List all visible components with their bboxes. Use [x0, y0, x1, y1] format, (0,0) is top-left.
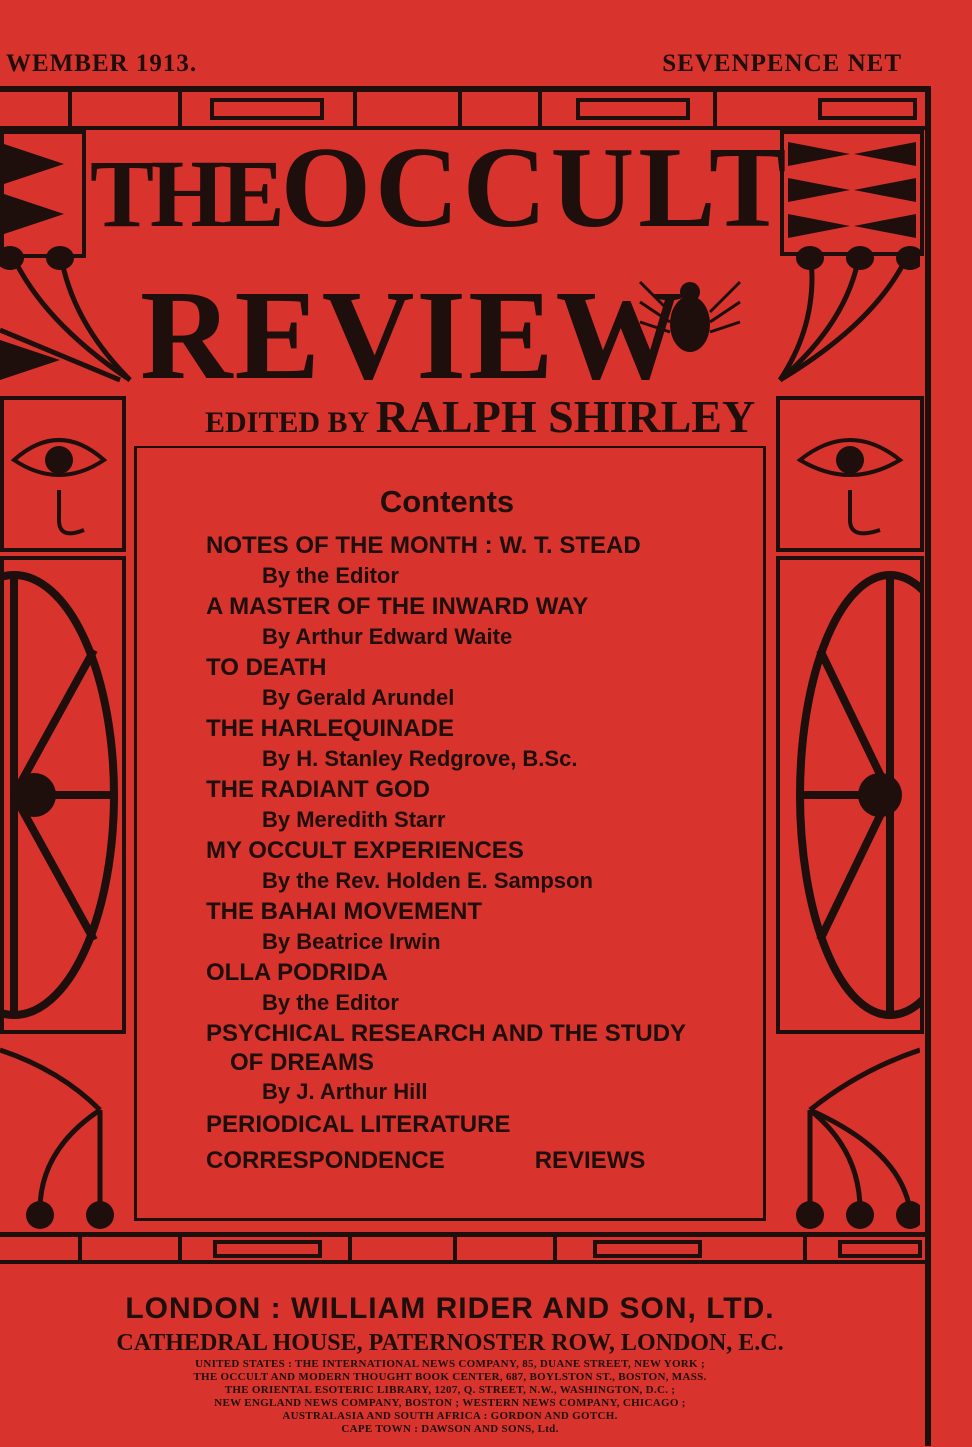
toc-title: NOTES OF THE MONTH : W. T. STEAD — [206, 532, 641, 559]
toc-title: THE RADIANT GOD — [206, 776, 430, 803]
right-eye-panel — [776, 396, 924, 552]
toc-author: By Gerald Arundel — [262, 685, 455, 710]
right-wheel-panel — [776, 556, 924, 1034]
frame-right-rule — [925, 86, 931, 1446]
toc-title-continued: OF DREAMS — [230, 1049, 374, 1076]
toc-entry — [206, 591, 746, 652]
toc-author: By Meredith Starr — [262, 807, 446, 832]
toc-entry — [206, 530, 746, 591]
toc-final-row — [206, 1143, 746, 1179]
left-wheel-panel — [0, 556, 126, 1034]
agent-line: UNITED STATES : THE INTERNATIONAL NEWS COMPANY, 85, DUANE STREET, NEW YORK ; — [195, 1358, 705, 1370]
toc-entry — [206, 1107, 746, 1143]
right-bottom-lotus — [770, 1030, 920, 1230]
toc-title: PSYCHICAL RESEARCH AND THE STUDY — [206, 1020, 687, 1047]
toc-author: By the Editor — [262, 563, 399, 588]
toc-title: TO DEATH — [206, 654, 327, 681]
toc-entry — [206, 896, 746, 957]
bottom-ornament-band — [0, 1237, 925, 1262]
left-lotus-ornament — [0, 240, 140, 390]
toc-correspondence: CORRESPONDENCE — [206, 1147, 445, 1174]
toc-author: By the Editor — [262, 990, 399, 1015]
toc-author: By H. Stanley Redgrove, B.Sc. — [262, 746, 578, 771]
toc-periodical: PERIODICAL LITERATURE — [206, 1111, 511, 1138]
left-triangle-panel — [0, 130, 86, 258]
right-lotus-ornament — [770, 240, 920, 390]
publisher-line: LONDON : WILLIAM RIDER AND SON, LTD. — [125, 1292, 775, 1325]
toc-author: By Arthur Edward Waite — [262, 624, 513, 649]
agent-line: THE OCCULT AND MODERN THOUGHT BOOK CENTER, 687, BOYLSTON ST., BOSTON, MASS. — [193, 1371, 707, 1383]
masthead-review: REVIEW — [140, 264, 686, 406]
edited-by-line — [205, 390, 755, 443]
toc-entry — [206, 835, 746, 896]
masthead-the: THE — [90, 140, 281, 247]
agent-line: THE ORIENTAL ESOTERIC LIBRARY, 1207, Q. STREET, N.W., WASHINGTON, D.C. ; — [224, 1384, 676, 1396]
agent-line: NEW ENGLAND NEWS COMPANY, BOSTON ; WESTERN NEWS COMPANY, CHICAGO ; — [214, 1397, 686, 1409]
price-label: SEVENPENCE NET — [662, 50, 902, 77]
edited-by-label: EDITED BY — [205, 406, 369, 439]
issue-date: WEMBER 1913. — [6, 50, 198, 77]
editor-name: RALPH SHIRLEY — [375, 391, 756, 442]
toc-author: By Beatrice Irwin — [262, 929, 441, 954]
agent-line: CAPE TOWN : DAWSON AND SONS, Ltd. — [341, 1423, 559, 1435]
masthead-occult: OCCULT — [280, 124, 791, 252]
toc-title: THE HARLEQUINADE — [206, 715, 455, 742]
contents-heading: Contents — [379, 484, 515, 519]
publisher-imprint — [0, 1290, 900, 1436]
agent-line: AUSTRALASIA AND SOUTH AFRICA : GORDON AND GOTCH. — [282, 1410, 618, 1422]
bottom-band-lower-rule — [0, 1260, 930, 1264]
publisher-address: CATHEDRAL HOUSE, PATERNOSTER ROW, LONDON, E.C. — [116, 1330, 784, 1356]
toc-title: THE BAHAI MOVEMENT — [206, 898, 482, 925]
right-triangle-panel — [780, 130, 924, 256]
table-of-contents — [206, 530, 746, 1179]
toc-entry — [206, 957, 746, 1018]
toc-entry — [206, 774, 746, 835]
toc-reviews: REVIEWS — [534, 1147, 646, 1174]
left-bottom-lotus — [0, 1030, 130, 1230]
toc-title: OLLA PODRIDA — [206, 959, 388, 986]
toc-title: A MASTER OF THE INWARD WAY — [206, 593, 589, 620]
toc-entry — [206, 1018, 746, 1107]
toc-entry — [206, 652, 746, 713]
toc-title: MY OCCULT EXPERIENCES — [206, 837, 524, 864]
toc-author: By the Rev. Holden E. Sampson — [262, 868, 593, 893]
masthead-title — [90, 124, 791, 252]
toc-author: By J. Arthur Hill — [262, 1079, 428, 1104]
toc-entry — [206, 713, 746, 774]
left-eye-panel — [0, 396, 126, 552]
